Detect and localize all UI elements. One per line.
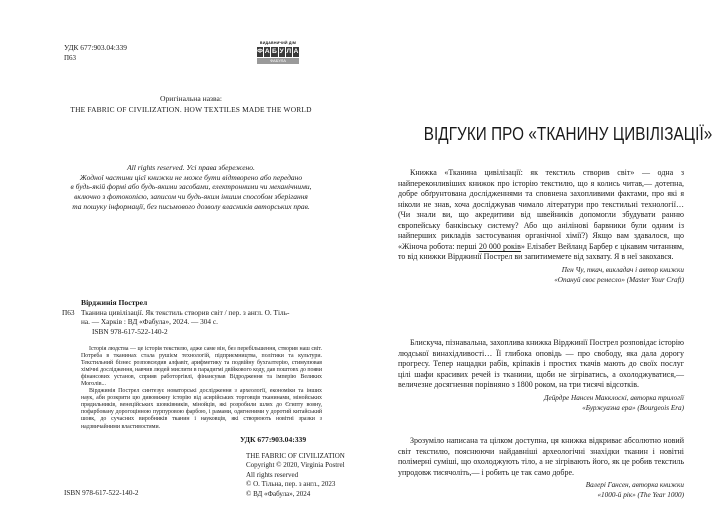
attribution-name: Валері Гансен, авторка книжки bbox=[585, 481, 684, 490]
review-text-part: Книжка «Тканина цивілізації: як текстиль створив світ» — одна з найпереконливіших книжок про історію текстилю, що я колись читав,— дотепна, добре обґрунтована дослідженнями та сповнена захопливими фактами, про які я ніколи не знав, хоча досліджував чимало літератури про текстильні технології… (Чи знали ви, що акредитиви від швейників допомогли збудувати ранню європейську банківську систему? Або що анілінові барвники були одним із найперших рикладів застосування органічної хімії?) Якщо вам здавалося, що «Жіноча робота: перші bbox=[398, 168, 684, 251]
udk-footer: УДК 677:903.04:339 bbox=[240, 435, 307, 444]
rights-line: включно з фотокопією, записом чи будь-яким іншим способом зберігання bbox=[74, 192, 308, 202]
review-block bbox=[398, 168, 684, 286]
attribution-work: «Опануй своє ремесло» (Master Your Craft) bbox=[554, 275, 684, 284]
copyright-line: All rights reserved bbox=[246, 470, 299, 479]
attribution-work: «Буржуазна ера» (Bourgeois Era) bbox=[582, 403, 684, 412]
review-text: Зрозуміло написана та цілком доступна, ця книжка відкриває абсолютно новий світ текстилю, пояснюючи найдавніші археологічні знахідки тканин і новітні полімерні суміші, що охолоджують тіло, а не зігрівають його, як це робив текстиль упродовж тисячоліть,— і робить це так само добре. bbox=[398, 436, 684, 477]
copyright-line: THE FABRIC OF CIVILIZATION bbox=[246, 452, 345, 460]
book-annotation bbox=[81, 346, 322, 431]
copyright-line: Copyright © 2020, Virginia Postrel bbox=[246, 461, 345, 470]
original-title-block bbox=[60, 94, 322, 115]
copyright-block bbox=[246, 452, 360, 499]
rights-notice bbox=[60, 163, 322, 212]
catalog-author: Вірджинія Пострел bbox=[81, 298, 148, 307]
annotation-paragraph: Історія людства — це історія текстилю, адже саме він, без перебільшення, створив наш світ. Потреба в тканинах стала рушієм технологій, підприємництва, політики та культури. Текстильний бізнес розповсюдив алфавіт, арифметику та подвійну бухгалтерію, стимулював хімічні дослідження, навчив людей мислити в парадигмі двійкового коду, дав поштовх до появи фінансових установ, сприяв работоргівлі, фінансував Відродження та імперію Великих Моголів... bbox=[81, 346, 322, 388]
logo-tile: А bbox=[264, 48, 270, 55]
original-title-label: Оригінальна назва: bbox=[159, 94, 223, 103]
bib-line: Тканина цивілізації. Як текстиль створив світ / пер. з англ. О. Тіль- bbox=[81, 308, 290, 317]
review-text: Блискуча, пізнавальна, захоплива книжка Вірджинії Пострел розповідає історію людської винахідливості… Її глибока оповідь — про свободу, яка дала дорогу прогресу. Тепер нащадки рабів, кріпаків і простих ткачів мають до своїх послуг цілі шафи красивих речей із тканини, щоби не зігріватись, а охолоджуватися,— величезне досягнення порівняно з 1800 роком, на три тисячі відсотків. bbox=[398, 338, 684, 390]
reviews-page bbox=[360, 0, 720, 513]
logo-tile: У bbox=[279, 48, 284, 55]
rights-line: в будь-якій формі або будь-якими засобами, електронними чи механічними, bbox=[70, 182, 312, 192]
rights-line: All rights reserved. Усі права збережено. bbox=[127, 163, 255, 172]
review-attribution bbox=[398, 266, 684, 286]
review-attribution bbox=[398, 481, 684, 501]
original-title: THE FABRIC OF CIVILIZATION. HOW TEXTILES MADE THE WORLD bbox=[70, 105, 312, 114]
attribution-name: Пен Чу, ткач, викладач і автор книжки bbox=[561, 265, 684, 274]
logo-tile: Б bbox=[271, 48, 277, 55]
publisher-logo bbox=[257, 41, 299, 64]
logo-tile: Л bbox=[286, 48, 292, 55]
isbn-footer: ISBN 978-617-522-140-2 bbox=[64, 489, 139, 497]
highlighted-phrase: 20 000 років bbox=[478, 241, 521, 251]
review-text-part: » Елізабет Вейланд Барбер є цікавим читанням, то від книжки Вірджинії Пострел ви запитимемете від захвату. Я в неї закохався. bbox=[398, 241, 684, 262]
publisher-logo-caption: ВИДАВНИЧИЙ ДІМ bbox=[259, 41, 297, 45]
attribution-name: Дейрдре Нансен Макклоскі, авторка трилогії bbox=[543, 393, 684, 402]
copyright-line: © О. Тільна, пер. з англ., 2023 bbox=[246, 480, 336, 489]
publisher-logo-bar: ФАБУЛА bbox=[257, 58, 299, 64]
review-block bbox=[398, 436, 684, 501]
bib-isbn: ISBN 978-617-522-140-2 bbox=[92, 326, 168, 336]
publisher-logo-tiles bbox=[257, 47, 299, 57]
logo-tile: А bbox=[293, 48, 299, 55]
library-index: П63 bbox=[64, 54, 77, 62]
reviews-title: ВІДГУКИ ПРО «ТКАНИНУ ЦИВІЛІЗАЦІЇ» bbox=[423, 123, 713, 144]
copyright-line: © ВД «Фабула», 2024 bbox=[246, 489, 311, 498]
attribution-work: «1000-й рік» (The Year 1000) bbox=[597, 490, 684, 499]
review-attribution bbox=[398, 394, 684, 414]
udk-code: УДК 677:903.04:339 bbox=[64, 43, 127, 52]
annotation-paragraph: Вірджинія Пострел синтезує новаторські дослідження з археології, економіки та інших наук, аби розкрити цю дивовижну історію від асирійських торговців тканинами, мінойських прядильників, венеційських шовківників, мінойців, які розробили шлях до Єгипту вовну, пофарбовану дорогоцінною пурпуровою фарбою, і рамами, одягненими у доротий китайський шовк, до сучасних виробників тканин і науковців, які створюють новітні зразки з надзвичайними властивостями. bbox=[81, 388, 322, 430]
bib-line: на. — Харків : ВД «Фабула», 2024. — 304 с. bbox=[81, 317, 218, 327]
rights-line: та пошуку інформації, без письмового дозволу власників авторських прав. bbox=[72, 201, 310, 211]
bibliographic-record bbox=[81, 308, 322, 336]
rights-line: Жодної частини цієї книжки не може бути відтворено або передано bbox=[79, 172, 303, 182]
review-text bbox=[398, 168, 684, 263]
logo-tile: Ф bbox=[257, 48, 263, 55]
udk-header bbox=[64, 43, 127, 63]
review-block bbox=[398, 338, 684, 413]
catalog-index: П63 bbox=[62, 308, 75, 317]
